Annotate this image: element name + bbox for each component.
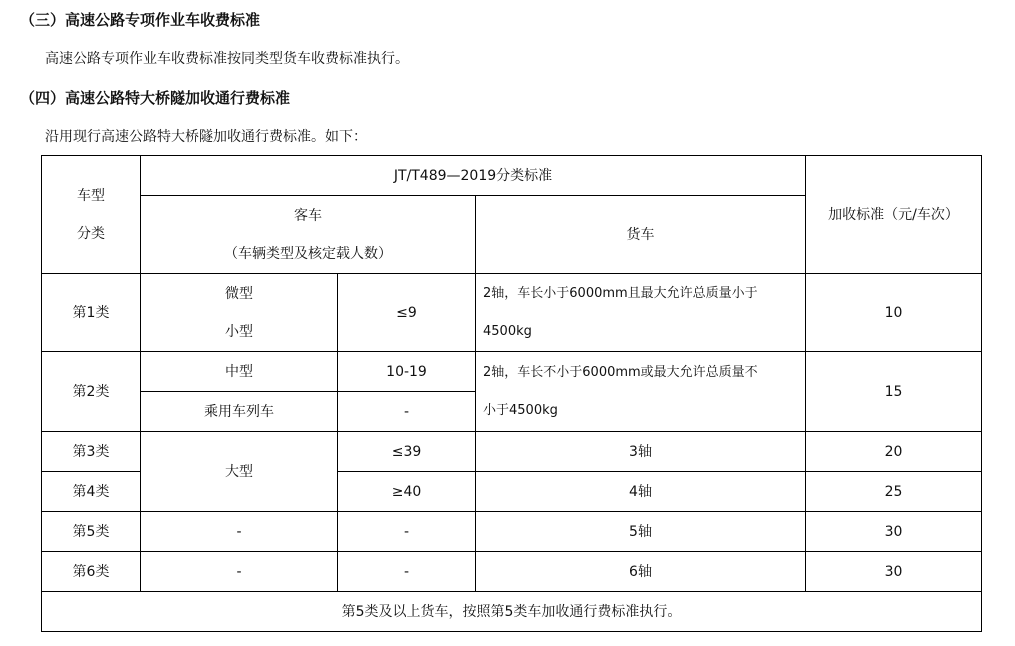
bus-header-line2: （车辆类型及核定载人数） bbox=[224, 245, 392, 262]
bus-type-cell: - bbox=[141, 512, 338, 552]
table-row bbox=[42, 352, 982, 392]
table-footer-note: 第5类及以上货车，按照第5类车加收通行费标准执行。 bbox=[42, 592, 982, 632]
class-cell: 第1类 bbox=[42, 274, 141, 352]
fee-cell: 10 bbox=[806, 274, 982, 352]
section-3-body: 高速公路专项作业车收费标准按同类型货车收费标准执行。 bbox=[45, 51, 409, 67]
truck-cell bbox=[476, 274, 806, 352]
category-header-line1: 车型 bbox=[77, 187, 105, 204]
truck-header: 货车 bbox=[476, 196, 806, 274]
truck-line1: 2轴，车长小于6000mm且最大允许总质量小于 bbox=[483, 285, 758, 301]
fee-cell: 30 bbox=[806, 552, 982, 592]
table-row bbox=[42, 274, 982, 352]
truck-line2: 4500kg bbox=[483, 323, 532, 339]
fee-cell: 20 bbox=[806, 432, 982, 472]
seats-cell: 10-19 bbox=[338, 352, 476, 392]
truck-cell bbox=[476, 352, 806, 432]
fee-cell: 25 bbox=[806, 472, 982, 512]
seats-cell: ≥40 bbox=[338, 472, 476, 512]
section-4-body: 沿用现行高速公路特大桥隧加收通行费标准。如下： bbox=[45, 129, 367, 145]
truck-cell: 4轴 bbox=[476, 472, 806, 512]
class-cell: 第4类 bbox=[42, 472, 141, 512]
truck-line1: 2轴，车长不小于6000mm或最大允许总质量不 bbox=[483, 364, 758, 380]
surcharge-table bbox=[41, 155, 982, 632]
bus-type-cell: 中型 bbox=[141, 352, 338, 392]
seats-cell: - bbox=[338, 392, 476, 432]
truck-cell: 6轴 bbox=[476, 552, 806, 592]
bus-header-line1: 客车 bbox=[294, 207, 322, 224]
bus-type-cell bbox=[141, 274, 338, 352]
surcharge-header: 加收标准（元/车次） bbox=[806, 156, 982, 274]
table-row bbox=[42, 552, 982, 592]
bus-header bbox=[141, 196, 476, 274]
class-cell: 第3类 bbox=[42, 432, 141, 472]
category-header bbox=[42, 156, 141, 274]
class-cell: 第2类 bbox=[42, 352, 141, 432]
category-header-line2: 分类 bbox=[77, 225, 105, 242]
class-cell: 第5类 bbox=[42, 512, 141, 552]
table-row bbox=[42, 512, 982, 552]
table-row bbox=[42, 432, 982, 472]
bus-type-cell: 乘用车列车 bbox=[141, 392, 338, 432]
seats-cell: ≤9 bbox=[338, 274, 476, 352]
section-3-heading: （三）高速公路专项作业车收费标准 bbox=[20, 11, 261, 29]
class-cell: 第6类 bbox=[42, 552, 141, 592]
seats-cell: - bbox=[338, 512, 476, 552]
fee-cell: 15 bbox=[806, 352, 982, 432]
section-4-heading: （四）高速公路特大桥隧加收通行费标准 bbox=[20, 89, 291, 107]
table-footer-row bbox=[42, 592, 982, 632]
seats-cell: ≤39 bbox=[338, 432, 476, 472]
bus-type-line1: 微型 bbox=[225, 285, 253, 302]
truck-cell: 3轴 bbox=[476, 432, 806, 472]
seats-cell: - bbox=[338, 552, 476, 592]
truck-cell: 5轴 bbox=[476, 512, 806, 552]
truck-line2: 小于4500kg bbox=[483, 402, 558, 418]
fee-cell: 30 bbox=[806, 512, 982, 552]
table-header-row bbox=[42, 156, 982, 196]
standard-header: JT/T489—2019分类标准 bbox=[141, 156, 806, 196]
bus-type-cell: 大型 bbox=[141, 432, 338, 512]
bus-type-cell: - bbox=[141, 552, 338, 592]
bus-type-line2: 小型 bbox=[225, 323, 253, 340]
